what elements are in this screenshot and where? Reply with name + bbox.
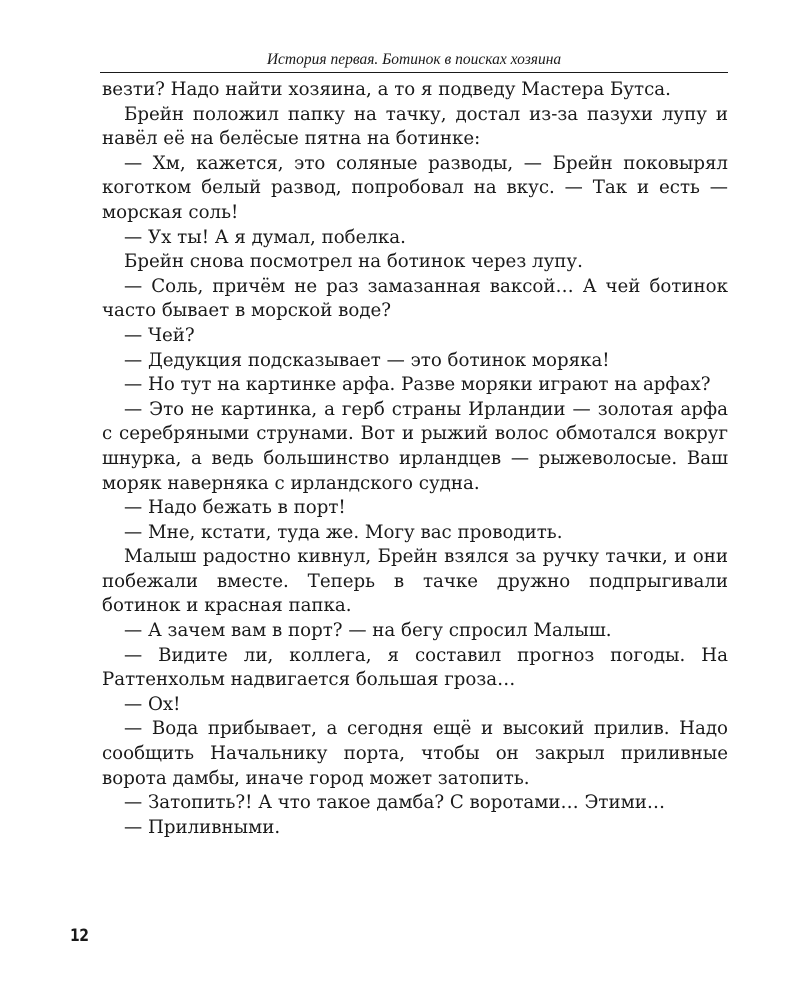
paragraph: — Затопить?! А что такое дамба? С воротами… Этими… [124,792,666,814]
paragraph: — А зачем вам в порт? — на бегу спросил Малыш. [124,620,612,642]
paragraph: — Чей? [124,324,195,346]
paragraph: — Дедукция подсказывает — это ботинок моряка! [124,349,610,371]
paragraph: — Вода прибывает, а сегодня ещё и высокий прилив. Надо сообщить Начальнику порта, чтобы он закрыл приливные ворота дамбы, иначе город может затопить. [102,718,728,789]
paragraph: везти? Надо найти хозяина, а то я подведу Мастера Бутса. [102,79,671,100]
paragraph: — Соль, причём не раз замазанная ваксой… А чей ботинок часто бывает в морской воде? [102,275,728,322]
body-text [102,78,728,840]
paragraph: — Хм, кажется, это соляные разводы, — Брейн поковырял коготком белый развод, попробовал на вкус. — Так и есть — морская соль! [102,152,728,223]
paragraph: — Это не картинка, а герб страны Ирландии — золотая арфа с серебряными струнами. Вот и рыжий волос обмотался вокруг шнурка, а ведь большинство ирландцев — рыжеволосые. Ваш моряк наверняка с ирландского судна. [102,398,728,494]
paragraph: — Надо бежать в порт! [124,497,346,519]
page-number: 12 [70,926,89,946]
paragraph: — Мне, кстати, туда же. Могу вас проводить. [124,521,563,543]
paragraph: Брейн снова посмотрел на ботинок через лупу. [124,251,583,273]
paragraph: — Но тут на картинке арфа. Разве моряки играют на арфах? [124,374,711,396]
paragraph: — Приливными. [124,816,281,838]
paragraph: Брейн положил папку на тачку, достал из-за пазухи лупу и навёл её на белёсые пятна на ботинке: [102,103,728,150]
paragraph: — Ух ты! А я думал, побелка. [124,226,406,248]
running-header: История первая. Ботинок в поисках хозяина [100,50,728,73]
paragraph: — Видите ли, коллега, я составил прогноз погоды. На Раттенхольм надвигается большая гроза… [102,644,728,691]
paragraph: — Ох! [124,693,181,715]
paragraph: Малыш радостно кивнул, Брейн взялся за ручку тачки, и они побежали вместе. Теперь в тачке дружно подпрыгивали ботинок и красная папка. [102,546,728,617]
